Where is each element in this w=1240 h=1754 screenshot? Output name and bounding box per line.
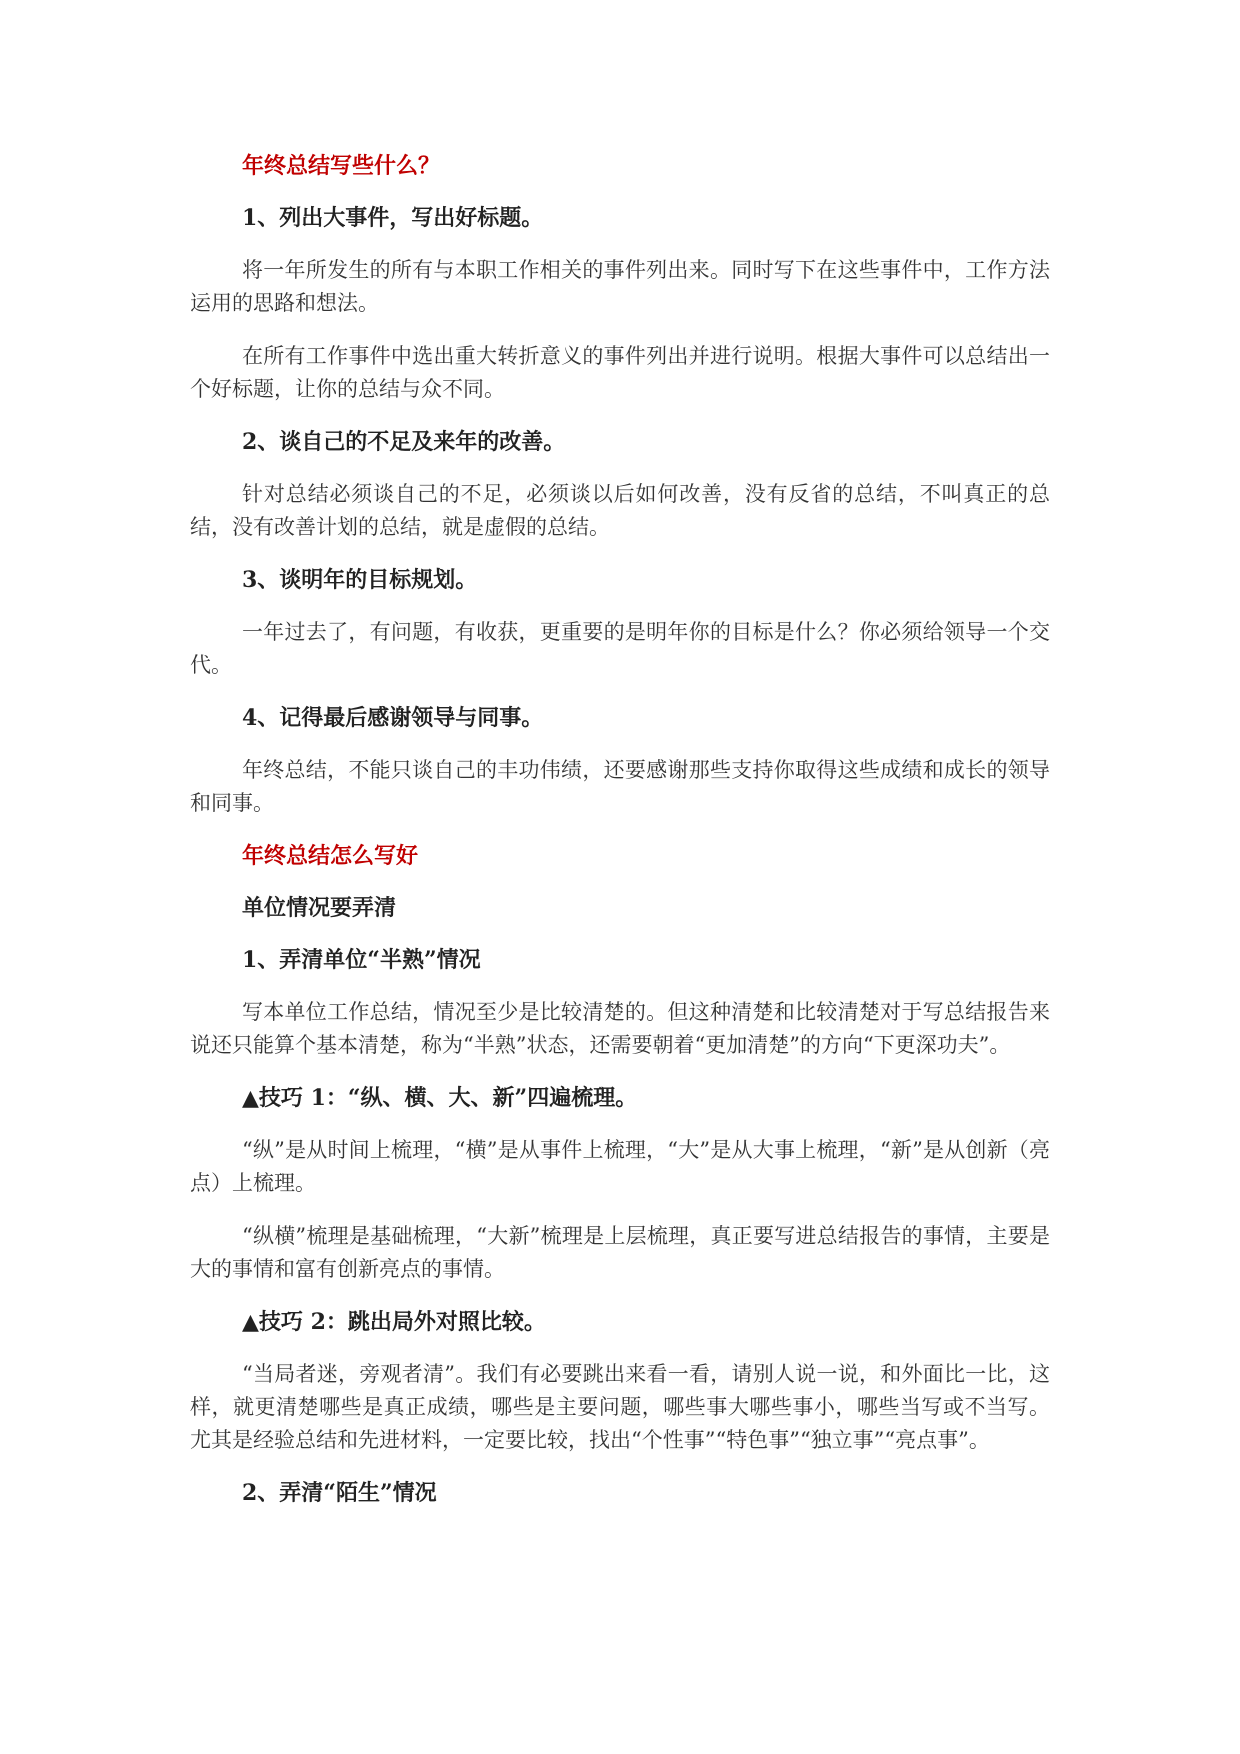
subsection-heading-unit: 单位情况要弄清	[242, 895, 397, 921]
paragraph: 在所有工作事件中选出重大转折意义的事件列出并进行说明。根据大事件可以总结出一个好标题，让你的总结与众不同。	[190, 344, 1050, 401]
point-heading-2: 2、谈自己的不足及来年的改善。	[242, 429, 566, 455]
paragraph: 将一年所发生的所有与本职工作相关的事件列出来。同时写下在这些事件中，工作方法运用的思路和想法。	[190, 258, 1050, 315]
tip-heading-1: ▲技巧 1：“纵、横、大、新”四遍梳理。	[242, 1085, 638, 1111]
point-heading-unit-2: 2、弄清“陌生”情况	[242, 1480, 437, 1506]
point-heading-3: 3、谈明年的目标规划。	[242, 567, 478, 593]
paragraph: 一年过去了，有问题，有收获，更重要的是明年你的目标是什么？你必须给领导一个交代。	[190, 620, 1050, 677]
paragraph: “当局者迷，旁观者清”。我们有必要跳出来看一看，请别人说一说，和外面比一比，这样，就更清楚哪些是真正成绩，哪些是主要问题，哪些事大哪些事小，哪些当写或不当写。尤其是经验总结和先进材料，一定要比较，找出“个性事”“特色事”“独立事”“亮点事”。	[190, 1362, 1050, 1452]
section-heading-what-to-write: 年终总结写些什么？	[242, 153, 441, 179]
paragraph: “纵横”梳理是基础梳理，“大新”梳理是上层梳理，真正要写进总结报告的事情，主要是大的事情和富有创新亮点的事情。	[190, 1224, 1050, 1281]
paragraph: “纵”是从时间上梳理，“横”是从事件上梳理，“大”是从大事上梳理，“新”是从创新（亮点）上梳理。	[190, 1138, 1050, 1195]
paragraph: 写本单位工作总结，情况至少是比较清楚的。但这种清楚和比较清楚对于写总结报告来说还只能算个基本清楚，称为“半熟”状态，还需要朝着“更加清楚”的方向“下更深功夫”。	[190, 1000, 1050, 1057]
paragraph: 年终总结，不能只谈自己的丰功伟绩，还要感谢那些支持你取得这些成绩和成长的领导和同事。	[190, 758, 1050, 815]
point-heading-unit-1: 1、弄清单位“半熟”情况	[242, 947, 481, 973]
paragraph: 针对总结必须谈自己的不足，必须谈以后如何改善，没有反省的总结，不叫真正的总结，没有改善计划的总结，就是虚假的总结。	[190, 482, 1050, 539]
point-heading-1: 1、列出大事件，写出好标题。	[242, 205, 544, 231]
section-heading-how-to-write: 年终总结怎么写好	[242, 843, 419, 869]
tip-heading-2: ▲技巧 2：跳出局外对照比较。	[242, 1309, 546, 1335]
document-body	[190, 150, 1050, 1529]
point-heading-4: 4、记得最后感谢领导与同事。	[242, 705, 544, 731]
